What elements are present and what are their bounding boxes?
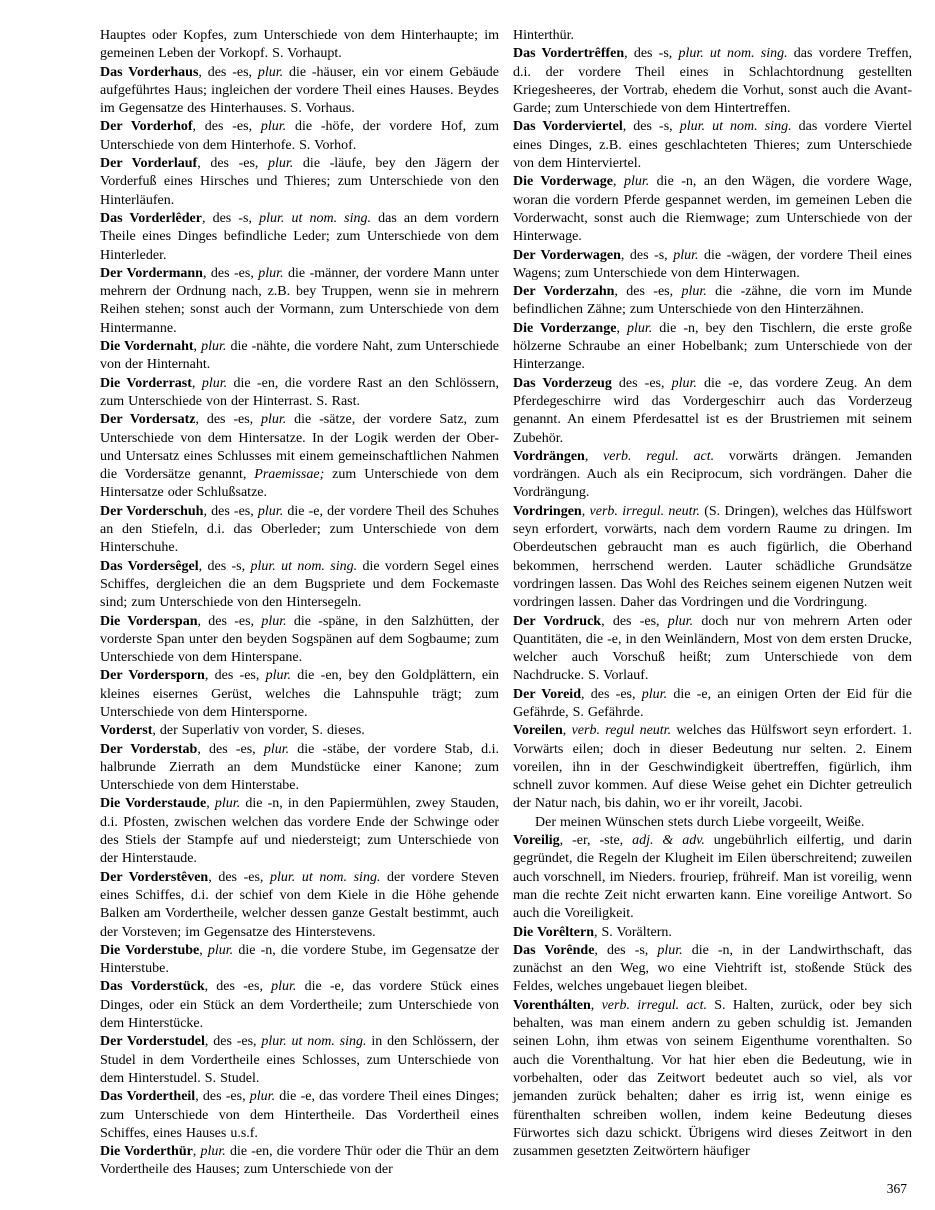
grammar-label: plur. — [271, 979, 297, 995]
grammar-label: plur. ut nom. sing. — [259, 210, 372, 226]
entry-text: vorwärts drängen. Jemanden vordrängen. Auch als ein Reciprocum, sich vordrängen. Daher die Vordrängung. — [513, 448, 912, 501]
entry-vordrangen — [513, 448, 912, 503]
entry-text: , der Superlativ von vorder, S. dieses. — [152, 723, 365, 739]
headword: Die Vorderstaude — [100, 796, 207, 812]
entry-vorenthalten — [513, 997, 912, 1162]
grammar-label: plur. ut nom. sing. — [678, 46, 788, 62]
entry-text: die -n, in der Landwirthschaft, das zunächst an den Weg, wo eine Viehtrift ist, stoßende Stück des Feldes, welches ungebauet liegen bleibet. — [513, 942, 912, 995]
entry-text: die -zähne, die vorn im Munde befindlichen Zähne; zum Unterschiede von den Hinterzähnen. — [513, 284, 912, 318]
entry-voreilen — [513, 722, 912, 813]
entry-text: zum Unterschiede von dem Hintersatze oder Schlußsatze. — [100, 467, 500, 501]
grammar-label: plur. — [257, 64, 284, 80]
headword: Das Vordersêgel — [100, 558, 199, 574]
headword: Vorenthálten — [513, 997, 591, 1013]
headword: Der Vordersporn — [100, 668, 205, 684]
entry-text: die -e, das vordere Zeug. An dem Pferdegeschirre wird das Vordergeschirr auch das Vorderzeug genannt. An einem Pferdesattel ist es der Brustriemen mit seinem Zubehör. — [513, 375, 912, 446]
entry-text: die -stäbe, der vordere Stab, d.i. halbrunde Zierrath an dem Mundstücke einer Kanone; zum Unterschiede von dem Hinterstabe. — [100, 741, 499, 794]
entry-text: , des -es, — [204, 668, 266, 684]
entry-text: die -späne, in den Salzhütten, der vorderste Span unter den beyden Sogspänen auf dem Sogbaume; zum Unterschiede von dem Hinterspane. — [100, 613, 499, 666]
entry-text: , — [191, 375, 202, 391]
entry-die-voreltern — [513, 924, 912, 942]
headword: Die Vorderwage — [513, 174, 613, 190]
grammar-label: plur. — [673, 247, 699, 263]
entry-der-vordersporn — [100, 667, 499, 722]
grammar-label: plur. — [623, 174, 650, 190]
entry-das-vorderviertel — [513, 118, 912, 173]
entry-text: (S. Dringen), welches das Hülfswort seyn erfordert, vorwärts, nach dem vordern Raume zu dringen. Im Oberdeutschen gebraucht man es auch figürlich, die Oberhand bekommen, herrschend werden. Lauter schädliche Grundsätze vordringen lassen. Das Wohl des Reiches seinem eigenen Nutzen weit vordringen lassen. Daher das Vordringen und die Vordringung. — [513, 503, 913, 611]
headword: Das Vorderzeug — [513, 375, 612, 391]
entry-text: , des -s, — [594, 942, 658, 958]
entry-text: , des -s, — [622, 119, 680, 135]
headword: Der Vordruck — [513, 613, 602, 629]
grammar-label: plur. — [261, 412, 287, 428]
grammar-label: plur. — [671, 375, 697, 391]
entry-das-vorderhaus — [100, 64, 499, 119]
headword: Die Vorderthür — [100, 1144, 193, 1160]
grammar-label: adj. & adv. — [632, 833, 705, 849]
grammar-label: plur. — [249, 1089, 276, 1105]
entry-das-vorderstuck — [100, 978, 499, 1033]
entry-text: , des -es, — [197, 613, 262, 629]
entry-text: , des -es, — [202, 265, 259, 281]
grammar-label: Praemissae; — [254, 467, 325, 483]
entry-die-vorderthur — [100, 1143, 499, 1180]
grammar-label: plur. — [214, 796, 241, 812]
entry-text: , des -s, — [201, 210, 260, 226]
entry-der-vorderlauf — [100, 155, 499, 210]
headword: Das Vorderviertel — [513, 119, 623, 135]
entry-text: , — [199, 942, 208, 958]
headword: Das Vorênde — [513, 942, 595, 958]
entry-text: Der meinen Wünschen stets durch Liebe vorgeeilt, Weiße. — [535, 814, 865, 830]
entry-das-vordertreffen — [513, 45, 912, 118]
entry-text: das vordere Treffen, d.i. der vordere Theil eines in Schlachtordnung gestellten Kriegesheeres, der Vortrab, ehedem die Vorhut, sonst auch die Avant-Garde; zum Unterschiede von dem Hintertreffen. — [513, 46, 912, 117]
entry-text: , des -es, — [614, 284, 682, 300]
grammar-label: plur. — [265, 668, 291, 684]
verse-quote-line — [513, 814, 912, 832]
entry-der-vorderwagen — [513, 247, 912, 284]
entry-text: , des -s, — [624, 46, 679, 62]
entry-text: ungebührlich eilfertig, und darin gegründet, die Regeln der Klugheit im Eilen überschreitend; zuweilen auch vorschnell, im Nieders. frouriep, frühreif. Man ist voreilig, wenn man die rechte Zeit nicht erwarten kann. Eine voreilige Antwort. So auch die Voreiligkeit. — [513, 833, 912, 922]
entry-text: , des -es, — [192, 119, 261, 135]
entry-text: die -wägen, der vordere Theil eines Wagens; zum Unterschiede von dem Hinterwagen. — [513, 247, 912, 281]
entry-text: , — [192, 1144, 201, 1160]
grammar-label: plur. — [626, 320, 653, 336]
entry-text: , — [616, 320, 627, 336]
entry-text: , des -es, — [580, 686, 642, 702]
grammar-label: plur. — [657, 942, 683, 958]
entry-der-vordersatz — [100, 411, 499, 502]
entry-text: , des -s, — [198, 558, 251, 574]
continuation-paragraph — [513, 27, 912, 45]
entry-voreilig — [513, 832, 912, 923]
headword: Das Vordertheil — [100, 1089, 196, 1105]
entry-text: Hauptes oder Kopfes, zum Unterschiede von dem Hinterhaupte; im gemeinen Leben der Vorkopf. S. Vorhaupt. — [100, 28, 499, 62]
entry-text: die -n, die vordere Stube, im Gegensatze der Hinterstube. — [100, 942, 499, 977]
entry-text: , des -es, — [197, 741, 264, 757]
grammar-label: plur. ut nom. sing. — [250, 558, 358, 574]
grammar-label: verb. regul. act. — [603, 448, 715, 464]
page-number: 367 — [886, 1181, 907, 1196]
entry-text: die -e, der vordere Theil des Schuhes an den Stiefeln, d.i. das Oberleder; zum Unterschiede von dem Hinterschuhe. — [100, 503, 499, 556]
grammar-label: plur. — [257, 503, 284, 519]
headword: Der Vorderhof — [100, 119, 193, 135]
headword: Der Vorderstab — [100, 741, 198, 757]
entry-text: die -männer, der vordere Mann unter mehrern der Ordnung nach, z.B. bey Truppen, wenn sie in mehrern Reihen stehen; sonst auch der Vormann, zum Unterschiede von dem Hintermanne. — [100, 265, 499, 336]
entry-text: der vordere Steven eines Schiffes, d.i. der schief von dem Kiele in die Höhe gehende Balken am Vordertheile, welcher dessen ganze Gestalt bestimmt, auch der Vorsteven; im Gegensatze des Hinterstevens. — [100, 869, 499, 940]
entry-text: , des -es, — [203, 503, 258, 519]
entry-text: die vordern Segel eines Schiffes, dergleichen die an dem Bugspriete und dem Fockemaste sind; zum Unterschiede von den Hintersegeln. — [100, 558, 499, 611]
entry-der-vorderschuh — [100, 503, 499, 558]
entry-text: , des -es, — [197, 156, 269, 172]
entry-der-vorderstab — [100, 741, 499, 796]
entry-text: in den Schlössern, der Studel in dem Vordertheile eines Schlosses, zum Unterschiede von dem Hinterstudel. S. Studel. — [100, 1034, 499, 1086]
headword: Der Voreid — [513, 686, 581, 702]
entry-text: Hinterthür. — [513, 28, 575, 43]
headword: Die Vorêltern — [513, 924, 594, 940]
entry-text: , des -es, — [208, 869, 271, 885]
left-column — [100, 27, 499, 1180]
entry-die-vorderzange — [513, 320, 912, 375]
headword: Voreilig — [513, 833, 560, 849]
entry-text: die -höfe, der vordere Hof, zum Unterschiede von dem Hinterhofe. S. Vorhof. — [100, 119, 499, 153]
headword: Vorderst — [100, 723, 153, 739]
entry-text: , -er, -ste, — [559, 833, 633, 849]
entry-text: die -sätze, der vordere Satz, zum Unterschiede von dem Hintersatze. In der Logik werden der Ober- und Untersatz eines Schlusses mit einem gemeinschaftlichen Nahmen die Vordersätze genannt, — [100, 412, 499, 483]
entry-text: die -e, an einigen Orten der Eid für die Gefährde, S. Gefährde. — [513, 686, 912, 720]
entry-text: das vordere Viertel eines Dinges, z.B. eines geschlachteten Thieres; zum Unterschiede von dem Hinterviertel. — [513, 119, 912, 172]
text-columns — [100, 27, 912, 1180]
headword: Das Vorderlêder — [100, 210, 202, 226]
grammar-label: verb. regul neutr. — [571, 723, 672, 739]
headword: Die Vordernaht — [100, 339, 194, 355]
headword: Die Vorderstube — [100, 942, 200, 958]
headword: Das Vorderstück — [100, 979, 205, 995]
entry-text: die -n, in den Papiermühlen, zwey Stauden, d.i. Pfosten, zwischen welchen das vordere Ende der Schwinge oder des Stiels der Stampfe auf und niedersteigt; zum Unterschiede von der Hinterstaude. — [100, 796, 499, 867]
entry-text: , des -es, — [198, 64, 258, 80]
entry-die-vordernaht — [100, 338, 499, 375]
entry-der-vordruck — [513, 613, 912, 686]
grammar-label: plur. — [681, 284, 707, 300]
grammar-label: plur. — [667, 613, 694, 629]
entry-die-vorderwage — [513, 173, 912, 246]
grammar-label: plur. — [263, 741, 290, 757]
entry-die-vorderstube — [100, 942, 499, 979]
headword: Der Vorderwagen — [513, 247, 621, 263]
entry-text: , — [581, 503, 590, 519]
headword: Voreilen — [513, 723, 563, 739]
entry-vordringen — [513, 503, 912, 613]
entry-vorderst — [100, 722, 499, 740]
headword: Die Vorderspan — [100, 613, 198, 629]
entry-das-vorende — [513, 942, 912, 997]
entry-das-vordertheil — [100, 1088, 499, 1143]
entry-text: die -en, bey den Goldplättern, ein kleines eisernes Gerüst, welches die Lahnspuhle trägt; zum Unterschiede von dem Hintersporne. — [100, 668, 499, 720]
grammar-label: plur. — [261, 613, 287, 629]
entry-text: die -n, an den Wägen, die vordere Wage, woran die vordern Pferde gespannet werden, im gemeinen Leben die Vorderwacht, sonst auch die Riemwage; zum Unterschiede von der Hinterwage. — [513, 174, 912, 245]
grammar-label: plur. ut nom. sing. — [270, 869, 381, 885]
entry-text: das an dem vordern Theile eines Dinges befindliche Leder; zum Unterschiede von dem Hinterleder. — [100, 210, 499, 263]
entry-text: , des -es, — [601, 613, 668, 629]
grammar-label: plur. — [268, 156, 294, 172]
entry-text: , S. Vorältern. — [593, 924, 672, 940]
entry-text: die -nähte, die vordere Naht, zum Unterschiede von der Hinternaht. — [100, 339, 500, 373]
grammar-label: plur. — [201, 375, 228, 391]
entry-der-vordermann — [100, 265, 499, 338]
grammar-label: plur. — [200, 1144, 226, 1160]
entry-text: , — [193, 339, 202, 355]
entry-text: die -häuser, ein vor einem Gebäude aufgeführtes Haus; ingleichen der vordere Theil eines Hauses. Beydes im Gegensatze des Hinterhauses. S. Vorhaus. — [100, 64, 499, 117]
headword: Vordringen — [513, 503, 582, 519]
entry-text: die -en, die vordere Thür oder die Thür an dem Vordertheile des Hauses; zum Unterschiede von der — [100, 1144, 499, 1178]
grammar-label: plur. ut nom. sing. — [679, 119, 792, 135]
entry-text: , des -s, — [620, 247, 674, 263]
entry-der-vorderstudel — [100, 1033, 499, 1088]
grammar-label: plur. ut nom. sing. — [261, 1034, 367, 1050]
continuation-paragraph — [100, 27, 499, 64]
grammar-label: verb. irregul. neutr. — [589, 503, 700, 519]
headword: Der Vorderstudel — [100, 1034, 205, 1050]
entry-text: , — [562, 723, 572, 739]
entry-text: des -es, — [611, 375, 672, 391]
entry-das-vorderleder — [100, 210, 499, 265]
grammar-label: plur. — [258, 265, 284, 281]
entry-der-vordersteven — [100, 869, 499, 942]
headword: Der Vordermann — [100, 265, 203, 281]
entry-text: , des -es, — [195, 1089, 250, 1105]
entry-text: welches das Hülfswort seyn erfordert. 1. Vorwärts eilen; doch in dieser Bedeutung nur selten. 2. Einem voreilen, ihn in der Geschwindigkeit übertreffen, figürlich, ihm schnell zuvor kommen. Auf diese Weise gehet ein Dichter getreulich der Natur nach, bis dahin, wo er ihr voreilt, Jacobi. — [513, 723, 912, 812]
headword: Der Vorderlauf — [100, 156, 198, 172]
entry-text: doch nur von mehrern Arten oder Quantitäten, die -e, in den Weinländern, Most von dem ersten Drucke, welcher auch Vorschuß heißt; zum Unterschiede von dem Nachdrucke. S. Vorlauf. — [513, 613, 912, 684]
entry-der-vorderzahn — [513, 283, 912, 320]
entry-der-voreid — [513, 686, 912, 723]
entry-text: , — [612, 174, 624, 190]
grammar-label: plur. — [641, 686, 668, 702]
entry-text: , des -es, — [204, 979, 272, 995]
headword: Vordrängen — [513, 448, 585, 464]
entry-text: , — [206, 796, 215, 812]
entry-der-vorderhof — [100, 118, 499, 155]
right-column — [513, 27, 912, 1180]
entry-die-vorderstaude — [100, 795, 499, 868]
entry-text: , — [590, 997, 602, 1013]
entry-text: die -e, das vordere Stück eines Dinges, oder ein Stück an dem Vordertheile; zum Unterschiede von dem Hinterstücke. — [100, 979, 499, 1032]
grammar-label: verb. irregul. act. — [601, 997, 707, 1013]
entry-text: S. Halten, zurück, oder bey sich behalten, was man einem andern zu geben schuldig ist. Jemanden seinen Lohn, ihm etwas von seinem Eigenthume vorenthalten. So auch die Vorenthaltung. Vor hat hier eben die Bedeutung, wie in vorbehalten, oder das Zeitwort bedeutet auch so viel, als vor jemanden zurück behalten; daher es irrig ist, wenn einige es fürenthalten schreiben wollen, indem keine Bedeutung dieses Fürwortes sich dazu schickt. Übrigens wird dieses Zeitwort in den zusammen gesetzten Zeitwörtern häufiger — [513, 997, 912, 1160]
entry-text: , des -es, — [195, 412, 262, 428]
entry-die-vorderspan — [100, 613, 499, 668]
entry-text: , des -es, — [204, 1034, 262, 1050]
headword: Das Vordertrêffen — [513, 46, 625, 62]
grammar-label: plur. — [260, 119, 287, 135]
entry-text: die -en, die vordere Rast an den Schlössern, zum Unterschiede von der Hinterrast. S. Rast. — [100, 375, 499, 409]
grammar-label: plur. — [201, 339, 227, 355]
headword: Der Vordersatz — [100, 412, 196, 428]
entry-text: die -läufe, bey den Jägern der Vorderfuß eines Hirsches und Thieres; zum Unterschiede von den Hinterläufen. — [100, 156, 500, 208]
entry-das-vorderzeug — [513, 375, 912, 448]
headword: Die Vorderzange — [513, 320, 617, 336]
entry-text: die -e, das vordere Theil eines Dinges; zum Unterschiede von dem Hintertheile. Das Vordertheil eines Schiffes, eines Hauses u.s.f. — [100, 1089, 499, 1141]
entry-das-vordersegel — [100, 558, 499, 613]
headword: Der Vorderstêven — [100, 869, 209, 885]
headword: Das Vorderhaus — [100, 64, 199, 80]
entry-text: die -n, bey den Tischlern, die erste große hölzerne Schraube an einer Hobelbank; zum Unterschiede von der Hinterzange. — [513, 320, 912, 373]
headword: Die Vorderrast — [100, 375, 192, 391]
entry-text: , — [584, 448, 604, 464]
entry-die-vorderrast — [100, 375, 499, 412]
headword: Der Vorderschuh — [100, 503, 204, 519]
headword: Der Vorderzahn — [513, 284, 615, 300]
grammar-label: plur. — [207, 942, 234, 958]
